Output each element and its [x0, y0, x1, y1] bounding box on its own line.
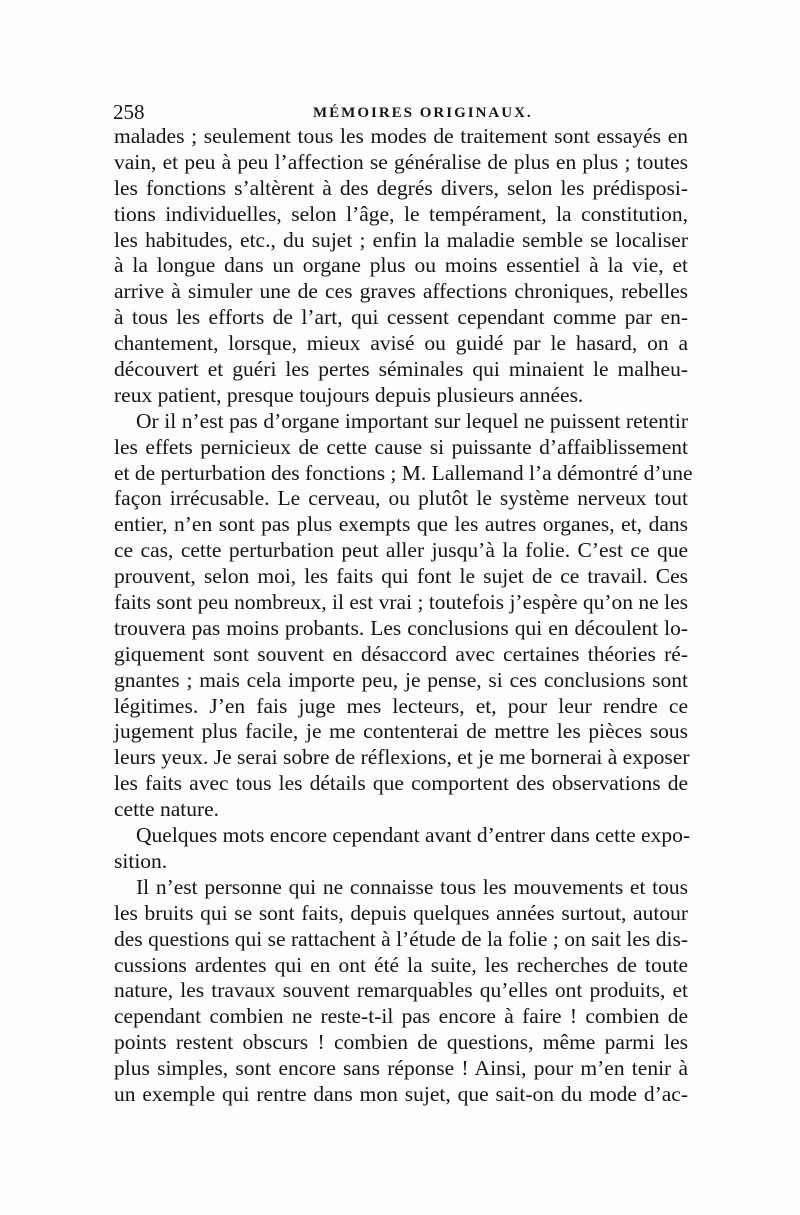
text-line: à tous les efforts de l’art, qui cessent cependant comme par en-	[114, 305, 688, 330]
text-line: points restent obscurs ! combien de questions, même parmi les	[114, 1030, 688, 1055]
text-line: leurs yeux. Je serai sobre de réflexions, et je me bornerai à exposer	[114, 745, 690, 770]
text-line: cussions ardentes qui en ont été la suite, les recherches de toute	[114, 952, 688, 977]
text-line: façon irrécusable. Le cerveau, ou plutôt le système nerveux tout	[114, 486, 688, 511]
text-line: prouvent, selon moi, les faits qui font le sujet de ce travail. Ces	[114, 564, 688, 589]
text-line: Or il n’est pas d’organe important sur lequel ne puissent retentir	[136, 408, 688, 433]
body-text	[114, 124, 693, 1108]
text-line: légitimes. J’en fais juge mes lecteurs, et, pour leur rendre ce	[114, 693, 688, 718]
text-line: malades ; seulement tous les modes de traitement sont essayés en	[114, 124, 688, 148]
text-line: faits sont peu nombreux, il est vrai ; toutefois j’espère qu’on ne les	[114, 590, 688, 615]
text-line: trouvera pas moins probants. Les conclusions qui en découlent lo-	[114, 615, 688, 640]
text-line: sition.	[114, 848, 168, 873]
text-line: ce cas, cette perturbation peut aller jusqu’à la folie. C’est ce que	[114, 538, 688, 563]
text-line: nature, les travaux souvent remarquables qu’elles ont produits, et	[114, 978, 688, 1003]
text-line: les bruits qui se sont faits, depuis quelques années surtout, autour	[114, 900, 688, 925]
running-title: MÉMOIRES ORIGINAUX.	[313, 105, 533, 121]
text-line: vain, et peu à peu l’affection se généralise de plus en plus ; toutes	[114, 149, 688, 174]
text-line: un exemple qui rentre dans mon sujet, que sait-on du mode d’ac-	[114, 1081, 688, 1106]
text-line: arrive à simuler une de ces graves affections chroniques, rebelles	[114, 279, 688, 304]
text-line: Il n’est personne qui ne connaisse tous les mouvements et tous	[136, 874, 688, 899]
text-line: cette nature.	[114, 797, 220, 822]
text-line: des questions qui se rattachent à l’étude de la folie ; on sait les dis-	[114, 926, 688, 951]
text-line: gnantes ; mais cela importe peu, je pense, si ces conclusions sont	[114, 667, 688, 692]
text-line: tions individuelles, selon l’âge, le tempérament, la constitution,	[114, 201, 688, 226]
text-line: découvert et guéri les pertes séminales qui minaient le malheu-	[114, 357, 688, 382]
text-line: à la longue dans un organe plus ou moins essentiel à la vie, et	[114, 253, 688, 278]
text-line: jugement plus facile, je me contenterai de mettre les pièces sous	[114, 719, 688, 744]
text-line: plus simples, sont encore sans réponse ! Ainsi, pour m’en tenir à	[114, 1056, 688, 1081]
text-line: reux patient, presque toujours depuis plusieurs années.	[114, 382, 584, 407]
text-line: les fonctions s’altèrent à des degrés divers, selon les prédisposi-	[114, 175, 688, 200]
running-header	[113, 100, 693, 124]
text-line: cependant combien ne reste-t-il pas encore à faire ! combien de	[114, 1004, 688, 1029]
text-line: chantement, lorsque, mieux avisé ou guidé par le hasard, on a	[114, 331, 688, 356]
text-line: giquement sont souvent en désaccord avec certaines théories ré-	[114, 641, 688, 666]
text-line: et de perturbation des fonctions ; M. Lallemand l’a démontré d’une	[114, 460, 693, 485]
page-number: 258	[113, 100, 145, 124]
text-line: les effets pernicieux de cette cause si puissante d’affaiblissement	[114, 434, 688, 459]
text-line: les faits avec tous les détails que comportent des observations de	[114, 771, 688, 796]
text-line: les habitudes, etc., du sujet ; enfin la maladie semble se localiser	[114, 227, 688, 252]
text-line: Quelques mots encore cependant avant d’entrer dans cette expo-	[136, 823, 690, 848]
text-line: entier, n’en sont pas plus exempts que les autres organes, et, dans	[114, 512, 688, 537]
